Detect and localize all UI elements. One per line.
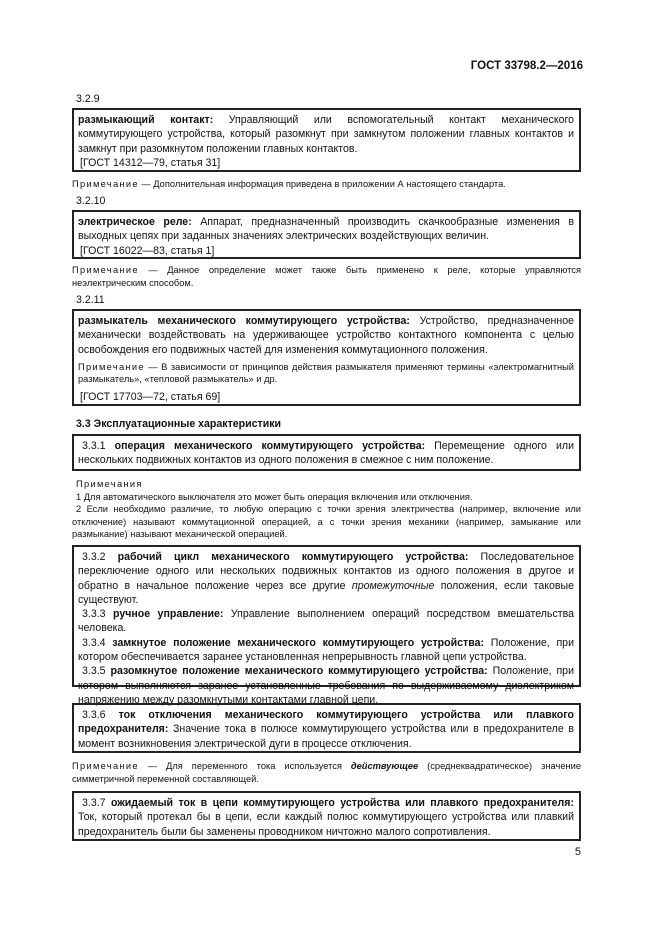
source-reference: [ГОСТ 17703—72, статья 69] [80,391,221,404]
note-emphasis: действующее [350,761,419,771]
note-label: Примечание [72,761,139,771]
term: разомкнутое положение механического коммутирующего устройства: [110,665,488,678]
note-item: 2 Если необходимо различие, то любую операцию с точки зрения электричества (например, включение или отключение) называют коммутационной операцией, а с точки зрения механики (например, замыкание или размыкание) называют механической операцией. [72,504,581,540]
definition: Перемещение одного или нескольких подвижных контактов из одного положения в смежное с ним положение. [78,440,574,467]
definition-box-3-2-9 [72,108,581,172]
section-title: 3.3 Эксплуатационные характеристики [76,418,282,430]
clause-number: 3.2.9 [76,93,100,105]
note-3-3-6 [72,760,581,785]
notes-label: Примечания [76,479,143,489]
definition-box-3-3-7 [72,791,581,841]
note-text: — Для переменного тока используется [138,761,351,771]
clause-number: 3.3.5 [82,665,111,678]
definition-box-3-3-1 [72,434,581,471]
note-text: — В зависимости от принципов действия размыкателя применяют термины «электромагнитный размыкатель», «тепловой размыкатель» и др. [78,361,574,385]
definition-box-3-2-10 [72,210,581,259]
note-3-2-9 [72,178,581,191]
term: замкнутое положение механического коммутирующего устройства: [112,636,485,649]
definition: Последовательное переключение одного или нескольких подвижных контактов из одного положения в другое и обратно в начальное положение через все другие [78,551,574,592]
note-item: 1 Для автоматического выключателя это может быть операция включения или отключения. [76,491,473,502]
note-text: — Данное определение может также быть применено к реле, которые управляются неэлектрическим способом. [72,265,581,288]
notes-3-3-1 [72,478,581,541]
term: ручное управление: [113,608,224,621]
definition: Аппарат, предназначенный производить скачкообразные изменения в выходных цепях при заданных значениях электрических воздействующих величин. [78,216,574,243]
note-text: (среднеквадратическое) значение симметричной переменной составляющей. [72,761,581,784]
source-reference: [ГОСТ 14312—79, статья 31] [80,156,221,169]
clause-number: 3.3.6 [82,709,119,721]
term: ожидаемый ток в цепи коммутирующего устройства или плавкого предохранителя: [110,797,574,809]
definition: Значение тока в полюсе коммутирующего устройства или в предохранителе в момент возникновения электрической дуги в процессе отключения. [78,723,574,750]
definition: Положение, при котором обеспечивается заранее установленная непрерывность главной цепи устройства. [78,636,574,664]
clause-number: 3.2.10 [76,195,106,207]
note-3-2-11 [78,361,574,386]
term: размыкатель механического коммутирующего устройства: [78,315,410,327]
definition: положения, если таковые существуют. [78,579,574,606]
term: операция механического коммутирующего устройства: [114,440,426,452]
definition-box-3-3-6 [72,703,581,753]
definition-italic: промежуточные [351,579,435,592]
term: ток отключения механического коммутирующего устройства или плавкого предохранителя: [78,709,574,736]
note-label: Примечание [78,361,145,372]
page-number: 5 [574,846,581,858]
definition-box-3-3-2-to-3-3-5 [72,545,581,706]
definition: Устройство, предназначенное механически воздействовать на удерживающее устройство контактного компонента с целью освобождения его подвижных частей для изменения коммутационного положения. [78,315,574,356]
definition: Управляющий или вспомогательный контакт механического коммутирующего устройства, который разомкнут при замкнутом положении главных контактов и замкнут при разомкнутом положении главных контактов. [78,114,575,155]
clause-number: 3.3.4 [82,636,113,649]
note-label: Примечание [72,265,139,275]
clause-number: 3.3.1 [82,440,115,452]
note-label: Примечание [72,179,139,189]
source-reference: [ГОСТ 16022—83, статья 1] [80,244,215,257]
clause-number: 3.3.3 [82,608,113,621]
clause-number: 3.3.7 [82,797,111,809]
definition: Положение, при котором выполняются заранее установленные требования по выдерживаемому диэлектриком напряжению между разомкнутыми контактами главной цепи. [78,665,574,706]
document-header: ГОСТ 33798.2—2016 [470,60,583,72]
note-text: — Дополнительная информация приведена в приложении А настоящего стандарта. [138,179,506,189]
definition: Управление выполнением операций посредством вмешательства человека. [78,608,574,635]
term: размыкающий контакт: [78,114,214,126]
clause-number: 3.3.2 [82,551,118,563]
definition: Ток, который протекал бы в цепи, если каждый полюс коммутирующего устройства или плавкий предохранитель были бы заменены проводником ничтожно малого сопротивления. [78,811,574,838]
clause-number: 3.2.11 [76,294,105,306]
definition-box-3-2-11 [72,309,581,406]
term: рабочий цикл механического коммутирующего устройства: [117,551,469,563]
note-3-2-10 [72,264,581,289]
term: электрическое реле: [78,216,192,228]
